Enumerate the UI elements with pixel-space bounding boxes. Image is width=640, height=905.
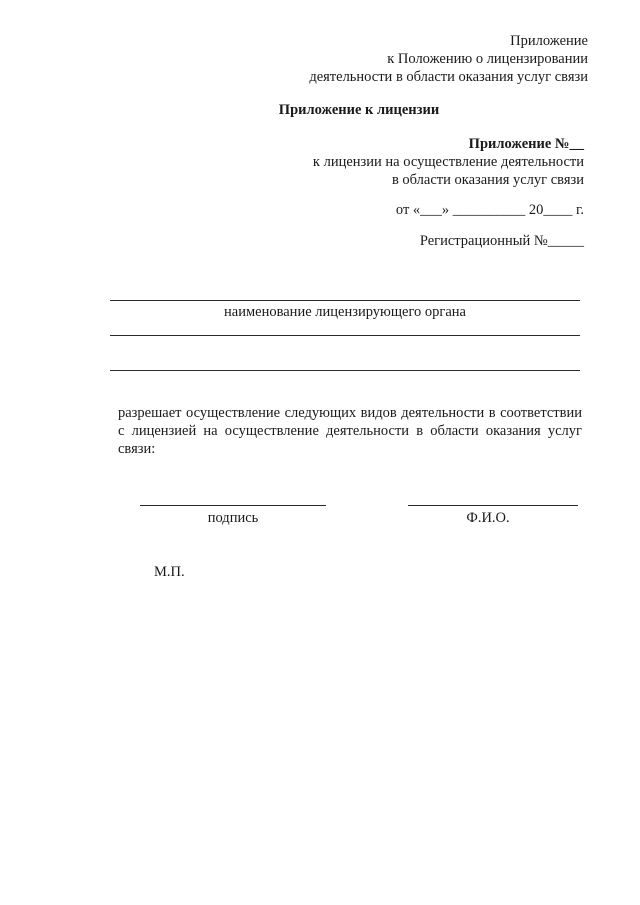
permission-text: разрешает осуществление следующих видов деятельности в соответствии с лицензией на осуществление деятельности в области оказания услуг связи: [118, 405, 582, 457]
signature-label: подпись [207, 510, 259, 526]
appendix-block [313, 135, 584, 250]
appendix-line-3: в области оказания услуг связи [391, 172, 584, 188]
header-line-2: к Положению о лицензировании [387, 51, 588, 67]
date-line: от «___» __________ 20____ г. [395, 202, 584, 218]
licensing-body-line-1 [110, 300, 580, 301]
regulation-header [309, 32, 588, 86]
registration-number: Регистрационный №_____ [419, 233, 584, 249]
header-line-1: Приложение [510, 33, 588, 49]
licensing-body-line-2 [110, 335, 580, 336]
signature-line [140, 505, 326, 506]
stamp-place: М.П. [154, 564, 185, 580]
licensing-body-caption: наименование лицензирующего органа [224, 304, 466, 320]
appendix-line-2: к лицензии на осуществление деятельности [312, 154, 584, 170]
name-line [408, 505, 578, 506]
licensing-body-line-3 [110, 370, 580, 371]
appendix-number: Приложение №__ [468, 136, 584, 152]
name-label: Ф.И.О. [466, 510, 510, 526]
header-line-3: деятельности в области оказания услуг связи [309, 69, 588, 85]
page-title: Приложение к лицензии [278, 102, 440, 118]
